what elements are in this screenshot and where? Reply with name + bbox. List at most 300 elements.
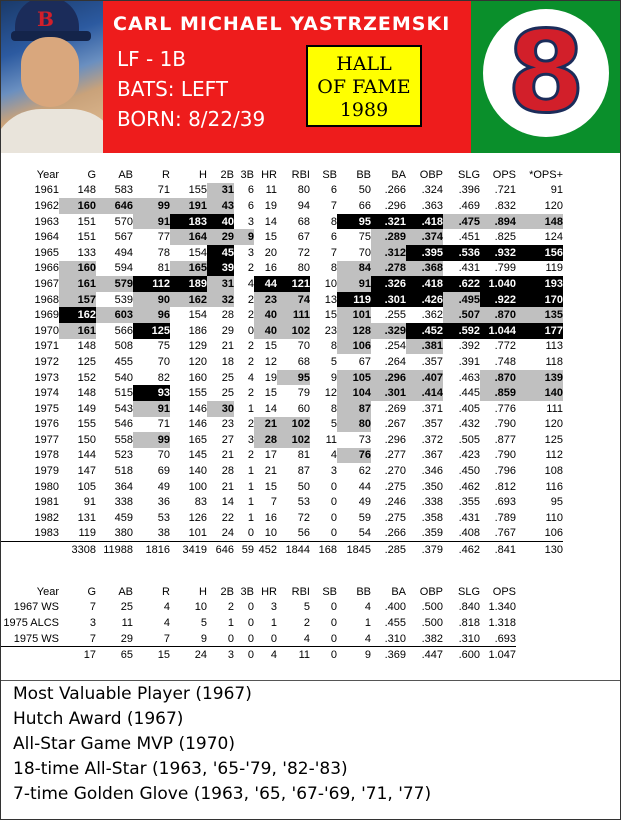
- stat-cell: 102: [277, 323, 310, 339]
- stat-cell: 75: [358, 231, 371, 244]
- total-cell: 11988: [96, 542, 133, 558]
- stat-cell: 508: [114, 340, 133, 353]
- stat-cell: 50: [358, 184, 371, 197]
- stat-cell: 71: [157, 418, 170, 431]
- stat-cell: 19: [264, 371, 277, 384]
- stat-cell: 106: [337, 339, 371, 355]
- stat-cell: .767: [494, 527, 516, 540]
- stat-cell: 646: [96, 198, 133, 214]
- stat-cell: 108: [544, 465, 563, 478]
- stat-cell: 543: [114, 402, 133, 415]
- stat-cell: 81: [157, 262, 170, 275]
- stat-cell: 66: [358, 199, 371, 212]
- stat-cell: .270: [384, 465, 406, 478]
- stat-cell: 12: [324, 387, 337, 400]
- year-cell: 1976: [34, 418, 59, 431]
- hof-line2: OF FAME: [317, 76, 411, 98]
- stat-cell: 29: [207, 229, 234, 245]
- stat-cell: 40: [207, 214, 234, 230]
- stat-cell: .346: [421, 465, 443, 478]
- stat-cell: 558: [114, 433, 133, 446]
- stats-row: [1, 370, 563, 386]
- stat-cell: .269: [384, 402, 406, 415]
- stat-cell: .790: [494, 418, 516, 431]
- stat-cell: .825: [494, 231, 516, 244]
- stat-cell: 21: [264, 465, 277, 478]
- stat-cell: 21: [221, 340, 234, 353]
- stat-cell: 69: [157, 465, 170, 478]
- column-header: Year: [36, 168, 59, 181]
- stat-cell: 76: [337, 448, 371, 464]
- stat-cell: .301: [371, 292, 406, 308]
- year-cell: 1963: [34, 215, 59, 228]
- column-header: 2B: [220, 585, 234, 598]
- jersey: [1, 109, 103, 153]
- stat-cell: 102: [277, 417, 310, 433]
- stat-cell: 112: [133, 276, 170, 292]
- stat-cell: .255: [384, 309, 406, 322]
- stat-cell: 125: [544, 433, 563, 446]
- stat-cell: 32: [207, 292, 234, 308]
- stat-cell: .452: [406, 323, 443, 339]
- total-cell: 1.047: [480, 647, 516, 663]
- stat-cell: .922: [480, 292, 516, 308]
- stat-cell: 0: [247, 324, 254, 337]
- stat-cell: 1: [270, 616, 277, 629]
- stat-cell: 1: [247, 402, 254, 415]
- stat-cell: 4: [247, 277, 254, 290]
- stat-cell: .338: [421, 496, 443, 509]
- column-header: R: [162, 168, 170, 181]
- stat-cell: 95: [277, 370, 310, 386]
- stat-cell: .693: [494, 632, 516, 645]
- stat-cell: 186: [188, 324, 207, 337]
- stat-cell: 9: [234, 229, 254, 245]
- column-header: SB: [322, 585, 337, 598]
- card-header: [1, 1, 620, 153]
- award-item: Hutch Award (1967): [13, 709, 184, 729]
- stat-cell: .414: [406, 385, 443, 401]
- stat-cell: 1: [247, 511, 254, 524]
- stat-cell: 4: [163, 616, 170, 629]
- stat-cell: .359: [421, 527, 443, 540]
- stat-cell: 3: [330, 465, 337, 478]
- stat-cell: 25: [221, 387, 234, 400]
- stats-row: [1, 339, 563, 355]
- stat-cell: 147: [77, 465, 96, 478]
- stat-cell: 6: [330, 231, 337, 244]
- stat-cell: 44: [358, 480, 371, 493]
- stat-cell: 95: [550, 496, 563, 509]
- stat-cell: 28: [221, 309, 234, 322]
- stat-cell: 39: [207, 261, 234, 277]
- stat-cell: 70: [157, 355, 170, 368]
- stat-cell: 3: [270, 601, 277, 614]
- stat-cell: 91: [83, 496, 96, 509]
- awards-list: [13, 682, 431, 807]
- stat-cell: 73: [358, 433, 371, 446]
- stats-header-row: [1, 167, 563, 183]
- stat-cell: .451: [458, 231, 480, 244]
- stat-cell: 11: [121, 616, 133, 629]
- postseason-row: [1, 615, 516, 631]
- stat-cell: 10: [264, 527, 277, 540]
- stat-cell: 191: [170, 198, 207, 214]
- stat-cell: .870: [480, 370, 516, 386]
- stat-cell: 87: [337, 401, 371, 417]
- column-header: SLG: [457, 585, 480, 598]
- stat-cell: 151: [77, 215, 96, 228]
- stat-cell: .266: [384, 184, 406, 197]
- stat-cell: .264: [384, 355, 406, 368]
- stat-cell: .495: [443, 292, 480, 308]
- stat-cell: .326: [371, 276, 406, 292]
- stat-cell: 119: [337, 292, 371, 308]
- stat-cell: 83: [194, 496, 207, 509]
- stat-cell: 121: [277, 276, 310, 292]
- total-cell: 1845: [337, 542, 371, 558]
- stat-cell: 15: [264, 231, 277, 244]
- player-position: LF - 1B: [117, 47, 187, 71]
- stat-cell: 120: [188, 355, 207, 368]
- total-cell: 1844: [277, 542, 310, 558]
- stat-cell: 3: [247, 433, 254, 446]
- total-cell: 3419: [170, 542, 207, 558]
- stat-cell: 157: [59, 292, 96, 308]
- stat-cell: .371: [421, 402, 443, 415]
- stat-cell: .382: [421, 632, 443, 645]
- stat-cell: 154: [188, 309, 207, 322]
- stat-cell: 1: [364, 616, 371, 629]
- stat-cell: .267: [384, 418, 406, 431]
- stat-cell: 0: [330, 632, 337, 645]
- total-cell: 4: [254, 647, 277, 663]
- stat-cell: .278: [371, 261, 406, 277]
- stat-cell: 193: [516, 276, 563, 292]
- stat-cell: 74: [277, 292, 310, 308]
- stat-cell: 131: [77, 511, 96, 524]
- stat-cell: 29: [120, 632, 133, 645]
- stat-cell: 21: [254, 417, 277, 433]
- stat-cell: .275: [384, 511, 406, 524]
- stat-cell: 0: [247, 527, 254, 540]
- stat-cell: 0: [247, 616, 254, 629]
- player-name: CARL MICHAEL YASTRZEMSKI: [113, 13, 451, 35]
- stat-cell: 23: [221, 418, 234, 431]
- stat-cell: 84: [337, 261, 371, 277]
- year-cell: 1971: [34, 340, 59, 353]
- stat-cell: 125: [77, 355, 96, 368]
- total-cell: 9: [337, 647, 371, 663]
- stat-cell: 70: [157, 449, 170, 462]
- stat-cell: 5: [303, 601, 310, 614]
- stat-cell: 155: [188, 387, 207, 400]
- stat-cell: 338: [114, 496, 133, 509]
- stat-cell: .840: [458, 601, 480, 614]
- stat-cell: 3: [89, 616, 96, 629]
- stat-cell: 79: [297, 387, 310, 400]
- stat-cell: .367: [421, 449, 443, 462]
- postseason-totals-row: [1, 647, 516, 663]
- stat-cell: 151: [77, 231, 96, 244]
- stat-cell: .396: [458, 184, 480, 197]
- stat-cell: 160: [188, 371, 207, 384]
- stat-cell: 15: [264, 340, 277, 353]
- total-cell: 0: [310, 647, 337, 663]
- stat-cell: 28: [254, 432, 277, 448]
- stat-cell: 0: [330, 616, 337, 629]
- stats-row: [1, 183, 563, 199]
- stat-cell: 539: [114, 293, 133, 306]
- stat-cell: 177: [516, 323, 563, 339]
- stat-cell: 72: [297, 246, 310, 259]
- column-header: *OPS+: [529, 168, 563, 181]
- stat-cell: 523: [114, 449, 133, 462]
- total-cell: .369: [371, 647, 406, 663]
- stat-cell: 104: [337, 385, 371, 401]
- stat-cell: 579: [96, 276, 133, 292]
- total-cell: .600: [443, 647, 480, 663]
- stat-cell: 1.044: [480, 323, 516, 339]
- stat-cell: 54: [358, 527, 371, 540]
- stat-cell: 40: [254, 307, 277, 323]
- stat-cell: 7: [330, 199, 337, 212]
- stats-row: [1, 417, 563, 433]
- stat-cell: 56: [297, 527, 310, 540]
- stat-cell: .329: [371, 323, 406, 339]
- stat-cell: 40: [254, 323, 277, 339]
- stat-cell: 144: [77, 449, 96, 462]
- year-cell: 1982: [34, 511, 59, 524]
- total-cell: 65: [96, 647, 133, 663]
- stat-cell: 49: [358, 496, 371, 509]
- stat-cell: .275: [384, 480, 406, 493]
- stat-cell: 116: [545, 480, 563, 493]
- jersey-number: 8: [507, 8, 585, 138]
- stat-cell: 8: [330, 402, 337, 415]
- stat-cell: 31: [207, 276, 234, 292]
- stat-cell: 139: [516, 370, 563, 386]
- total-cell: .447: [406, 647, 443, 663]
- stat-cell: .266: [384, 527, 406, 540]
- stat-cell: .877: [494, 433, 516, 446]
- stat-cell: 0: [247, 601, 254, 614]
- stat-cell: .455: [384, 616, 406, 629]
- stat-cell: 5: [330, 418, 337, 431]
- total-cell: [1, 647, 59, 663]
- stat-cell: .362: [421, 309, 443, 322]
- postseason-row: [1, 600, 516, 616]
- year-cell: 1975: [34, 402, 59, 415]
- name-panel: [103, 1, 471, 153]
- stat-cell: 91: [550, 184, 563, 197]
- stat-cell: 111: [546, 402, 563, 415]
- stat-cell: 189: [170, 276, 207, 292]
- stat-cell: 7: [270, 496, 277, 509]
- stat-cell: 14: [264, 402, 277, 415]
- stat-cell: 112: [545, 449, 563, 462]
- stat-cell: 45: [207, 245, 234, 261]
- stat-cell: 75: [157, 340, 170, 353]
- stat-cell: 165: [170, 261, 207, 277]
- year-cell: 1981: [34, 496, 59, 509]
- stat-cell: 459: [114, 511, 133, 524]
- column-header: 3B: [240, 585, 254, 598]
- stat-cell: .289: [371, 229, 406, 245]
- stat-cell: 7: [330, 246, 337, 259]
- series-cell: 1975 ALCS: [3, 616, 59, 629]
- stat-cell: 148: [77, 340, 96, 353]
- stat-cell: .592: [443, 323, 480, 339]
- stat-cell: 101: [337, 307, 371, 323]
- stat-cell: .296: [384, 433, 406, 446]
- total-cell: .841: [480, 542, 516, 558]
- total-cell: [1, 542, 59, 558]
- stat-cell: .463: [458, 371, 480, 384]
- stat-cell: 96: [133, 307, 170, 323]
- stats-row: [1, 261, 563, 277]
- stat-cell: .431: [458, 511, 480, 524]
- year-cell: 1980: [34, 480, 59, 493]
- stat-cell: .246: [384, 496, 406, 509]
- stat-cell: 38: [157, 527, 170, 540]
- stat-cell: .312: [371, 245, 406, 261]
- stat-cell: 0: [227, 632, 234, 645]
- stat-cell: 118: [545, 355, 563, 368]
- stat-cell: 50: [297, 480, 310, 493]
- stats-row: [1, 323, 563, 339]
- stat-cell: 81: [297, 449, 310, 462]
- year-cell: 1964: [34, 231, 59, 244]
- stat-cell: .445: [458, 387, 480, 400]
- award-item: 7-time Golden Glove (1963, '65, '67-'69, '71, '77): [13, 784, 432, 804]
- stat-cell: 133: [77, 246, 96, 259]
- column-header: H: [199, 585, 207, 598]
- stat-cell: 82: [157, 371, 170, 384]
- stat-cell: .432: [458, 418, 480, 431]
- total-cell: .379: [406, 542, 443, 558]
- stat-cell: 60: [297, 402, 310, 415]
- stat-cell: 135: [516, 307, 563, 323]
- stats-row: [1, 463, 563, 479]
- stat-cell: 67: [358, 355, 371, 368]
- hof-line1: HALL: [336, 53, 392, 75]
- stat-cell: .296: [384, 199, 406, 212]
- stat-cell: .870: [480, 307, 516, 323]
- stat-cell: 67: [297, 231, 310, 244]
- stat-cell: 7: [89, 601, 96, 614]
- stat-cell: 0: [330, 601, 337, 614]
- stats-row: [1, 245, 563, 261]
- column-header: SB: [322, 168, 337, 181]
- stat-cell: .358: [421, 511, 443, 524]
- stat-cell: 119: [78, 527, 96, 540]
- stat-cell: .932: [480, 245, 516, 261]
- stat-cell: 31: [207, 183, 234, 199]
- stat-cell: 1: [247, 496, 254, 509]
- stats-row: [1, 526, 563, 542]
- postseason-row: [1, 631, 516, 647]
- stat-cell: 148: [77, 387, 96, 400]
- stat-cell: .818: [458, 616, 480, 629]
- stat-cell: 111: [277, 307, 310, 323]
- stat-cell: 2: [247, 293, 254, 306]
- column-header: SLG: [457, 168, 480, 181]
- stat-cell: 4: [247, 371, 254, 384]
- stat-cell: 4: [330, 449, 337, 462]
- stat-cell: 87: [297, 465, 310, 478]
- stat-cell: 20: [264, 246, 277, 259]
- stat-cell: .374: [406, 229, 443, 245]
- stat-cell: 105: [337, 370, 371, 386]
- stats-row: [1, 385, 563, 401]
- stat-cell: .301: [371, 385, 406, 401]
- stat-cell: .392: [458, 340, 480, 353]
- total-cell: 646: [207, 542, 234, 558]
- stat-cell: 149: [77, 402, 96, 415]
- stat-cell: 152: [77, 371, 96, 384]
- stat-cell: 161: [59, 276, 96, 292]
- stat-cell: 160: [59, 261, 96, 277]
- year-cell: 1972: [34, 355, 59, 368]
- stat-cell: 21: [221, 449, 234, 462]
- stat-cell: .789: [494, 511, 516, 524]
- stat-cell: 165: [188, 433, 207, 446]
- stats-row: [1, 276, 563, 292]
- stats-row: [1, 214, 563, 230]
- stats-row: [1, 479, 563, 495]
- stat-cell: 603: [96, 307, 133, 323]
- stat-cell: 0: [247, 632, 254, 645]
- total-cell: 168: [310, 542, 337, 558]
- stat-cell: .407: [406, 370, 443, 386]
- stat-cell: 99: [133, 198, 170, 214]
- column-header: BA: [391, 168, 406, 181]
- stat-cell: 62: [358, 465, 371, 478]
- cap-logo: B: [37, 7, 54, 31]
- stat-cell: 29: [221, 324, 234, 337]
- year-cell: 1970: [34, 324, 59, 337]
- stat-cell: .372: [421, 433, 443, 446]
- stat-cell: 145: [188, 449, 207, 462]
- stat-cell: .500: [421, 616, 443, 629]
- stat-cell: .296: [371, 370, 406, 386]
- stat-cell: .431: [458, 262, 480, 275]
- stat-cell: 566: [114, 324, 133, 337]
- stat-cell: .254: [384, 340, 406, 353]
- stat-cell: .405: [458, 402, 480, 415]
- stat-cell: 80: [297, 184, 310, 197]
- hall-of-fame-badge: [306, 45, 422, 127]
- stat-cell: 18: [221, 355, 234, 368]
- stat-cell: 72: [297, 511, 310, 524]
- total-cell: 130: [516, 542, 563, 558]
- stat-cell: .408: [458, 527, 480, 540]
- stat-cell: 160: [59, 198, 96, 214]
- stat-cell: 0: [270, 632, 277, 645]
- stat-cell: 71: [157, 184, 170, 197]
- stat-cell: .400: [384, 601, 406, 614]
- stat-cell: .748: [494, 355, 516, 368]
- stat-cell: 53: [297, 496, 310, 509]
- total-cell: .462: [443, 542, 480, 558]
- stat-cell: 170: [516, 292, 563, 308]
- column-header: AB: [118, 168, 133, 181]
- stat-cell: 2: [247, 309, 254, 322]
- stat-cell: 5: [330, 355, 337, 368]
- stat-cell: .277: [384, 449, 406, 462]
- stat-cell: .321: [371, 214, 406, 230]
